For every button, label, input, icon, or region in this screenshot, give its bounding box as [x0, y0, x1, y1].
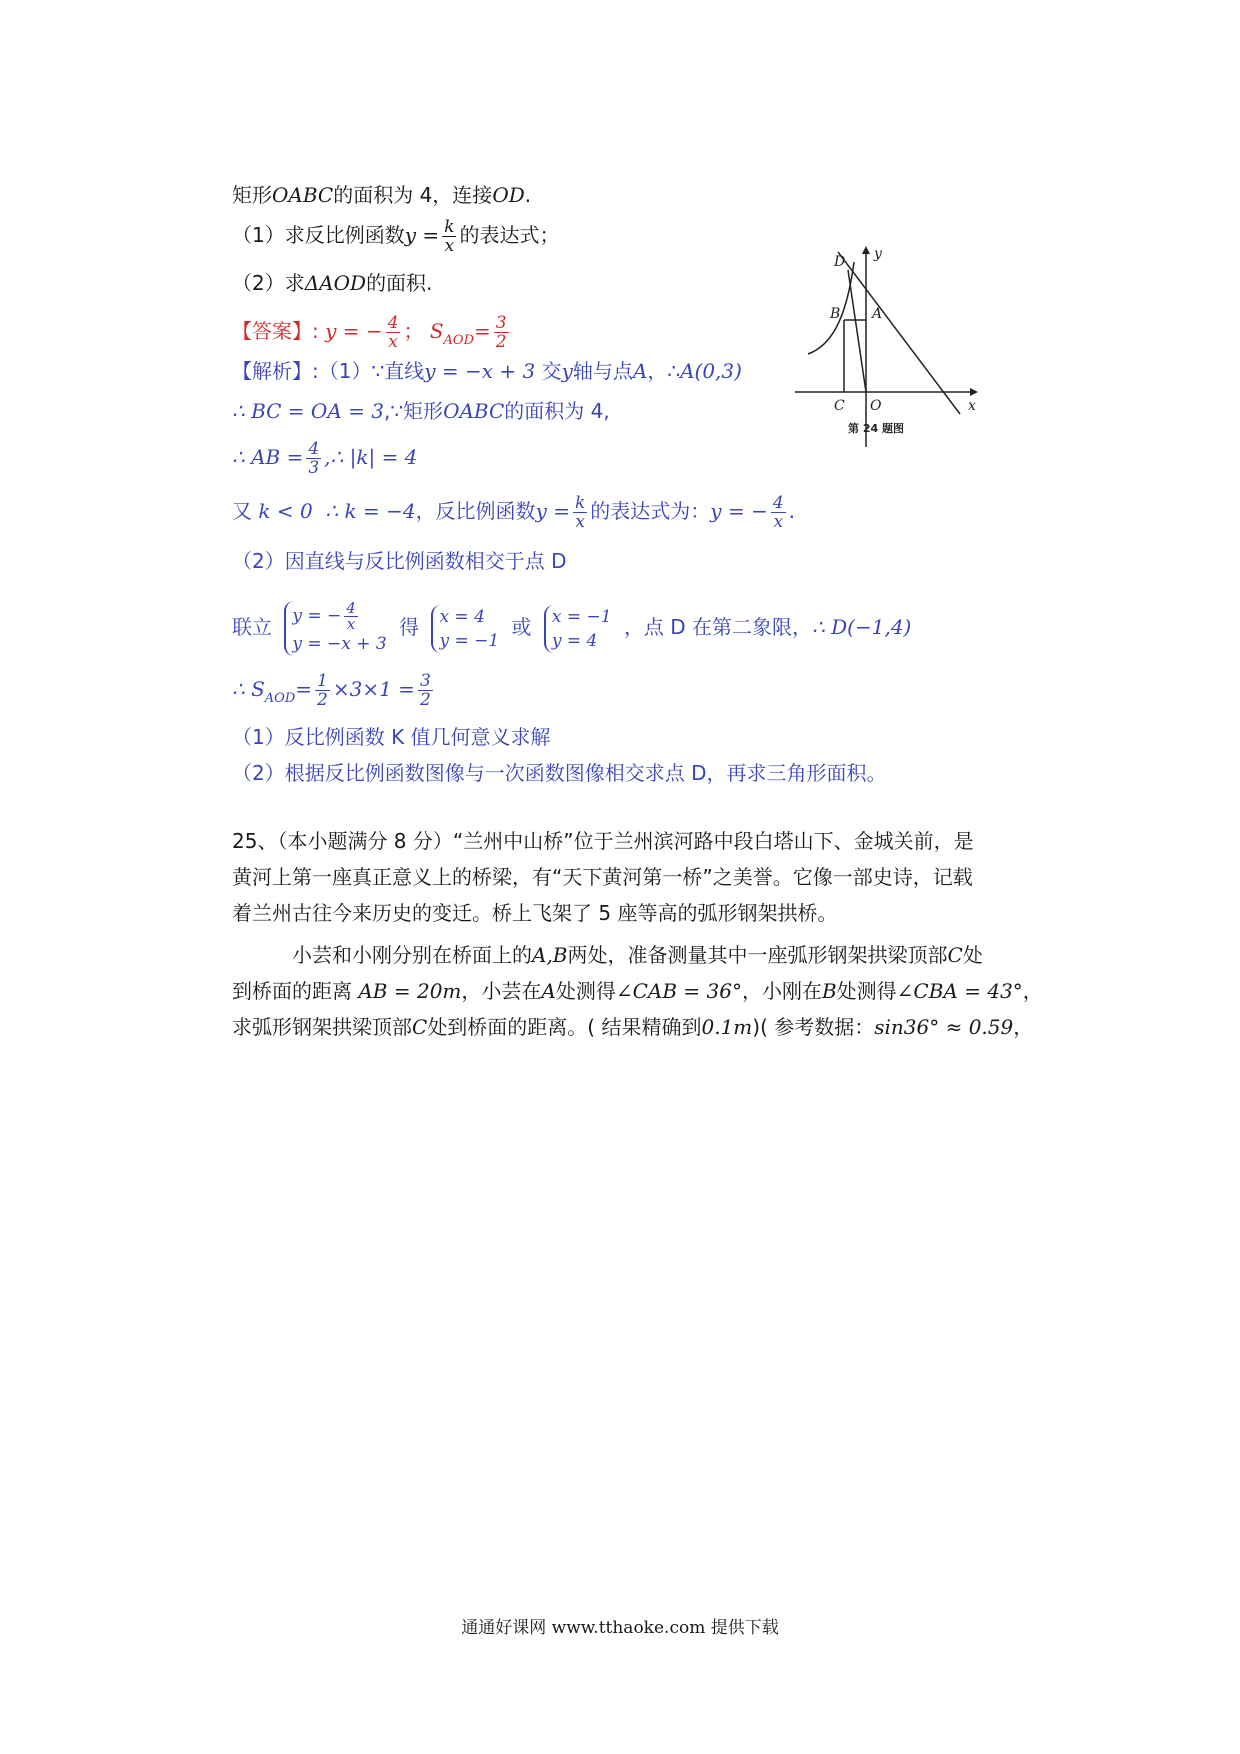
analysis-line-3: ∴ AB = $\frac{4}{3}$ ,∴ |k| = 4: [232, 439, 418, 478]
label-a: A: [872, 306, 883, 322]
label-d: D: [834, 254, 846, 270]
analysis-line-7: ∴ $S_{AOD}=$ $\frac{1}{2}$ ×3×1 = $\frac{3}{2}$: [232, 671, 431, 710]
line-rect-area: 矩形OABC的面积为 4，连接OD.: [232, 183, 532, 207]
analysis-line-2: ∴ BC = OA = 3,∵矩形OABC的面积为 4,: [232, 399, 610, 423]
y-axis-arrow: [862, 246, 870, 254]
analysis-line-8: （1）反比例函数 K 值几何意义求解: [232, 725, 551, 749]
analysis-line-6: 联立 y = − $\frac{4}{x}$ y = −x + 3 得 x = 4 y = −1 或 x = −1 y = 4 ，点 D 在第二象限，∴ D(−1,4): [232, 599, 912, 654]
label-x: x: [968, 398, 976, 414]
analysis-line-9: （2）根据反比例函数图像与一次函数图像相交求点 D，再求三角形面积。: [232, 761, 887, 785]
question-1: （1）求反比例函数y = $\frac{k}{x}$ 的表达式；: [232, 217, 560, 256]
q25-line-3: 着兰州古往今来历史的变迁。桥上飞架了 5 座等高的弧形钢架拱桥。: [232, 901, 838, 925]
question-2: （2）求ΔAOD的面积.: [232, 271, 433, 295]
system-brace-1: y = − $\frac{4}{x}$ y = −x + 3: [284, 601, 386, 656]
x-axis-arrow: [970, 388, 978, 396]
analysis-line-4: 又 k < 0 ∴ k = −4，反比例函数y = $\frac{k}{x}$ 的表达式为：y = − $\frac{4}{x}$ .: [232, 493, 796, 532]
segment-od: [848, 270, 866, 392]
q25-line-2: 黄河上第一座真正意义上的桥梁，有“天下黄河第一桥”之美誉。它像一部史诗，记载: [232, 865, 973, 889]
figure-caption: 第 24 题图: [848, 422, 904, 435]
label-b: B: [830, 306, 841, 322]
q25-line-4: 小芸和小刚分别在桥面上的A,B两处，准备测量其中一座弧形钢架拱梁顶部C处: [292, 943, 983, 967]
footer-text: 通通好课网 www.tthaoke.com 提供下载: [461, 1618, 779, 1638]
label-c: C: [834, 398, 845, 414]
q25-line-6: 求弧形钢架拱梁顶部C处到桥面的距离。( 结果精确到0.1m)( 参考数据：sin36° ≈ 0.59，: [232, 1015, 1034, 1039]
figure-24-graph: [790, 242, 990, 452]
analysis-line-1: 【解析】:（1）∵直线y = −x + 3 交y轴与点A，∴A(0,3): [232, 359, 742, 383]
label-o: O: [870, 398, 882, 414]
system-brace-2: x = 4 y = −1: [431, 605, 499, 653]
label-y: y: [874, 246, 882, 262]
system-brace-3: x = −1 y = 4: [544, 605, 612, 653]
line-y-neg-x-plus-3: [838, 252, 960, 414]
analysis-line-5: （2）因直线与反比例函数相交于点 D: [232, 549, 567, 573]
answer-line: 【答案】: y = − $\frac{4}{x}$ ； $S_{AOD}=$ $\frac{3}{2}$: [232, 313, 507, 352]
q25-line-5: 到桥面的距离 AB = 20m，小芸在A处测得∠CAB = 36°，小刚在B处测得∠CBA = 43°，: [232, 979, 1043, 1003]
page-footer: [0, 1613, 1240, 1638]
q25-line-1: 25、（本小题满分 8 分）“兰州中山桥”位于兰州滨河路中段白塔山下、金城关前，是: [232, 829, 974, 853]
